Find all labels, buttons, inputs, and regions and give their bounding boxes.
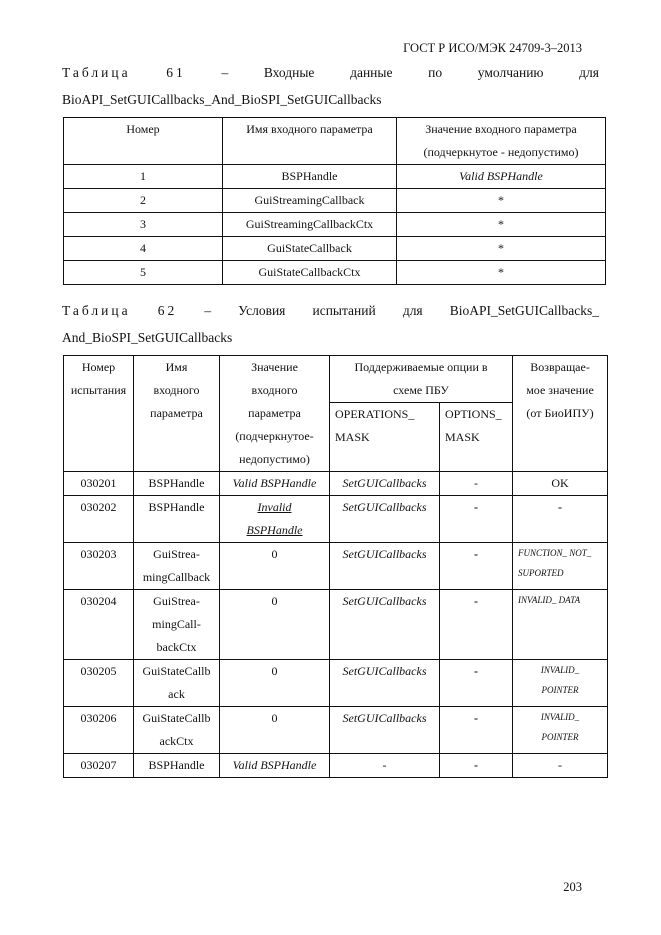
table-cell: OK [513,472,608,496]
header-line: входного [153,383,200,397]
header-line: Номер [81,360,116,374]
caption-word: для [579,65,599,80]
caption-word: Входные [263,65,315,80]
caption-word: умолчанию [477,65,544,80]
table-cell: Valid BSPHandle [220,754,330,778]
table-cell: - [440,707,513,754]
table-cell [134,543,220,590]
table-row [64,496,608,543]
table-61-caption [62,65,599,81]
cell-line: ack [168,687,185,701]
table-header-row [64,356,608,403]
caption-word: 61 [166,65,186,80]
table-row [64,472,608,496]
table-cell: SetGUICallbacks [330,707,440,754]
table-cell: BSPHandle [134,496,220,543]
cell-line: GuiStrea- [153,547,200,561]
cell-line: SUPORTED [518,568,564,578]
header-line: недопустимо) [239,452,310,466]
caption-word: Таблица [62,303,131,318]
table-62-caption-line2: And_BioSPI_SetGUICallbacks [62,330,233,345]
table-cell: 030204 [64,590,134,660]
table-62 [63,355,608,778]
caption-word: испытаний [312,303,376,318]
table-cell: GuiStateCallbackCtx [223,261,397,285]
cell-line: GuiStateCallb [142,664,211,678]
caption-word: по [428,65,443,80]
header-cell [64,356,134,472]
table-cell: - [440,472,513,496]
header-cell [513,356,608,472]
cell-line: BSPHandle [246,523,303,537]
cell-line: FUNCTION_ NOT_ [518,548,592,558]
table-cell [513,590,608,660]
table-cell: 1 [64,165,223,189]
cell-line: INVALID_ DATA [518,595,581,605]
header-line: OPTIONS_ [445,407,502,421]
table-cell: 5 [64,261,223,285]
table-cell: 030201 [64,472,134,496]
header-cell [134,356,220,472]
caption-word: BioAPI_SetGUICallbacks_ [449,303,599,318]
table-cell: 030203 [64,543,134,590]
table-row [64,261,606,285]
table-cell: 030205 [64,660,134,707]
cell-line: GuiStrea- [153,594,200,608]
header-line: параметра [150,406,203,420]
table-cell: * [397,261,606,285]
table-61 [63,117,606,285]
caption-word: Условия [238,303,286,318]
table-row [64,237,606,261]
table-cell [134,707,220,754]
page-number: 203 [563,880,582,894]
header-line: (подчеркнутое - недопустимо) [423,145,579,159]
header-line: (подчеркнутое- [235,429,314,443]
table-61-caption-line2: BioAPI_SetGUICallbacks_And_BioSPI_SetGUICallbacks [62,92,382,107]
table-cell: 0 [220,543,330,590]
header-line: MASK [335,430,370,444]
cell-line: POINTER [541,732,579,742]
cell-line: ackCtx [159,734,194,748]
table-row [64,165,606,189]
header-cell [330,356,513,403]
table-header-row [64,118,606,165]
table-cell: - [440,754,513,778]
header-line: OPERATIONS_ [335,407,415,421]
cell-line: mingCallback [142,570,211,584]
caption-word: для [402,303,423,318]
table-cell: 0 [220,707,330,754]
running-header: ГОСТ Р ИСО/МЭК 24709-3–2013 [403,41,582,55]
table-cell: GuiStreamingCallbackCtx [223,213,397,237]
table-cell: SetGUICallbacks [330,660,440,707]
table-cell: * [397,237,606,261]
table-cell: - [440,543,513,590]
header-line: MASK [445,430,480,444]
header-cell [220,356,330,472]
header-cell [330,403,440,472]
caption-word: – [204,303,212,318]
header-line: Значение входного параметра [425,122,577,136]
table-cell [513,707,608,754]
table-cell: GuiStreamingCallback [223,189,397,213]
table-cell [220,496,330,543]
table-row [64,707,608,754]
table-cell: SetGUICallbacks [330,590,440,660]
table-cell: Valid BSPHandle [220,472,330,496]
header-cell [440,403,513,472]
header-line: входного [251,383,298,397]
table-cell: 0 [220,590,330,660]
table-row [64,590,608,660]
caption-word: данные [350,65,393,80]
cell-line: INVALID_ [540,712,580,722]
cell-line: mingCall- [152,617,201,631]
table-row [64,543,608,590]
table-cell: 0 [220,660,330,707]
table-cell: BSPHandle [134,472,220,496]
cell-line: POINTER [541,685,579,695]
header-line: Значение [251,360,298,374]
table-cell: 030207 [64,754,134,778]
header-line: Возвращае- [530,360,590,374]
table-cell: BSPHandle [223,165,397,189]
header-line: мое значение [526,383,594,397]
table-cell: SetGUICallbacks [330,496,440,543]
table-cell: SetGUICallbacks [330,543,440,590]
table-cell [134,590,220,660]
header-line: схеме ПБУ [393,383,449,397]
table-cell: - [513,496,608,543]
table-cell [513,660,608,707]
table-cell [134,660,220,707]
caption-word: 62 [157,303,178,318]
table-row [64,660,608,707]
table-cell: - [513,754,608,778]
table-row [64,213,606,237]
header-cell: Имя входного параметра [223,118,397,165]
table-cell: * [397,213,606,237]
table-cell: - [330,754,440,778]
table-cell: * [397,189,606,213]
header-line: (от БиоИПУ) [526,406,594,420]
table-cell: Valid BSPHandle [397,165,606,189]
header-line: параметра [248,406,301,420]
table-cell: 030206 [64,707,134,754]
caption-word: – [221,65,229,80]
header-line: Поддерживаемые опции в [354,360,488,374]
header-cell [397,118,606,165]
table-cell: - [440,496,513,543]
cell-line: INVALID_ [540,665,580,675]
table-cell: 030202 [64,496,134,543]
table-row [64,754,608,778]
table-cell: 3 [64,213,223,237]
table-cell: 2 [64,189,223,213]
cell-line: GuiStateCallb [142,711,211,725]
table-cell: GuiStateCallback [223,237,397,261]
table-cell: 4 [64,237,223,261]
table-62-caption [62,303,599,319]
cell-line: backCtx [156,640,197,654]
header-line: испытания [70,383,127,397]
cell-line: Invalid [257,500,292,514]
table-cell: - [440,590,513,660]
table-cell: - [440,660,513,707]
table-cell [513,543,608,590]
table-row [64,189,606,213]
table-cell: BSPHandle [134,754,220,778]
header-cell: Номер [64,118,223,165]
caption-word: Таблица [62,65,131,80]
table-cell: SetGUICallbacks [330,472,440,496]
header-line: Имя [165,360,188,374]
